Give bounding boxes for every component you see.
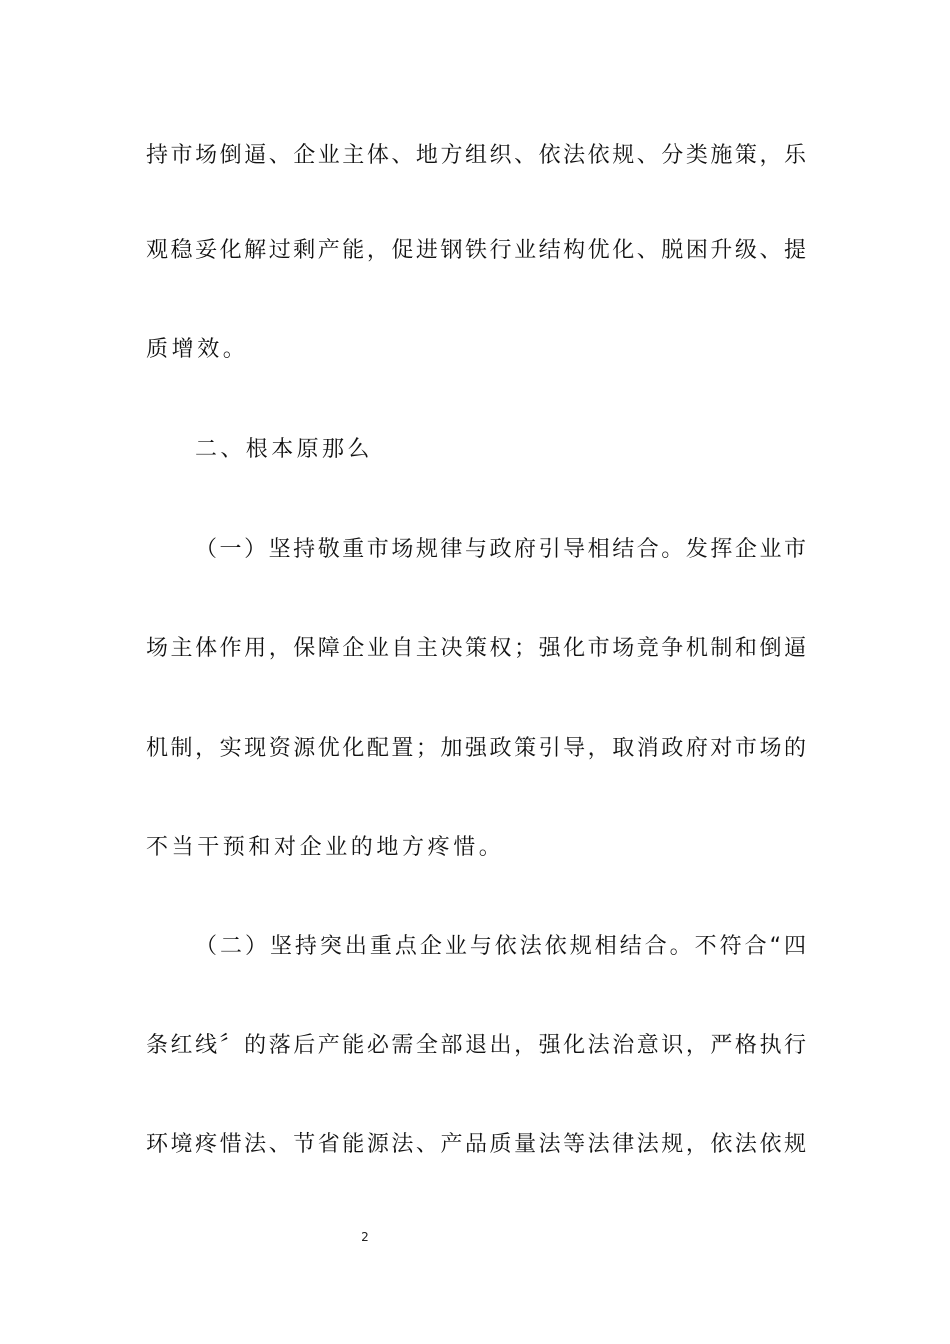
section-heading: 二、根本原那么 [195, 437, 373, 462]
body-text-line: 机制，实现资源优化配置；加强政策引导，取消政府对市场的 [146, 736, 806, 761]
body-text-line: （二）坚持突出重点企业与依法依规相结合。不符合“四 [195, 934, 806, 959]
body-text-line: 持市场倒逼、企业主体、地方组织、依法依规、分类施策，乐 [146, 143, 806, 168]
body-text-line: 观稳妥化解过剩产能，促进钢铁行业结构优化、脱困升级、提 [146, 238, 806, 263]
body-text-line: 场主体作用，保障企业自主决策权；强化市场竞争机制和倒逼 [146, 636, 806, 661]
body-text-line: 环境疼惜法、节省能源法、产品质量法等法律法规，依法依规 [146, 1132, 806, 1157]
body-text-line: 不当干预和对企业的地方疼惜。 [146, 835, 505, 860]
body-text-line: 条红线〞的落后产能必需全部退出，强化法治意识，严格执行 [146, 1033, 806, 1058]
page-number: 2 [361, 1230, 369, 1244]
body-text-line: （一）坚持敬重市场规律与政府引导相结合。发挥企业市 [195, 537, 806, 562]
body-text-line: 质增效。 [146, 337, 249, 362]
